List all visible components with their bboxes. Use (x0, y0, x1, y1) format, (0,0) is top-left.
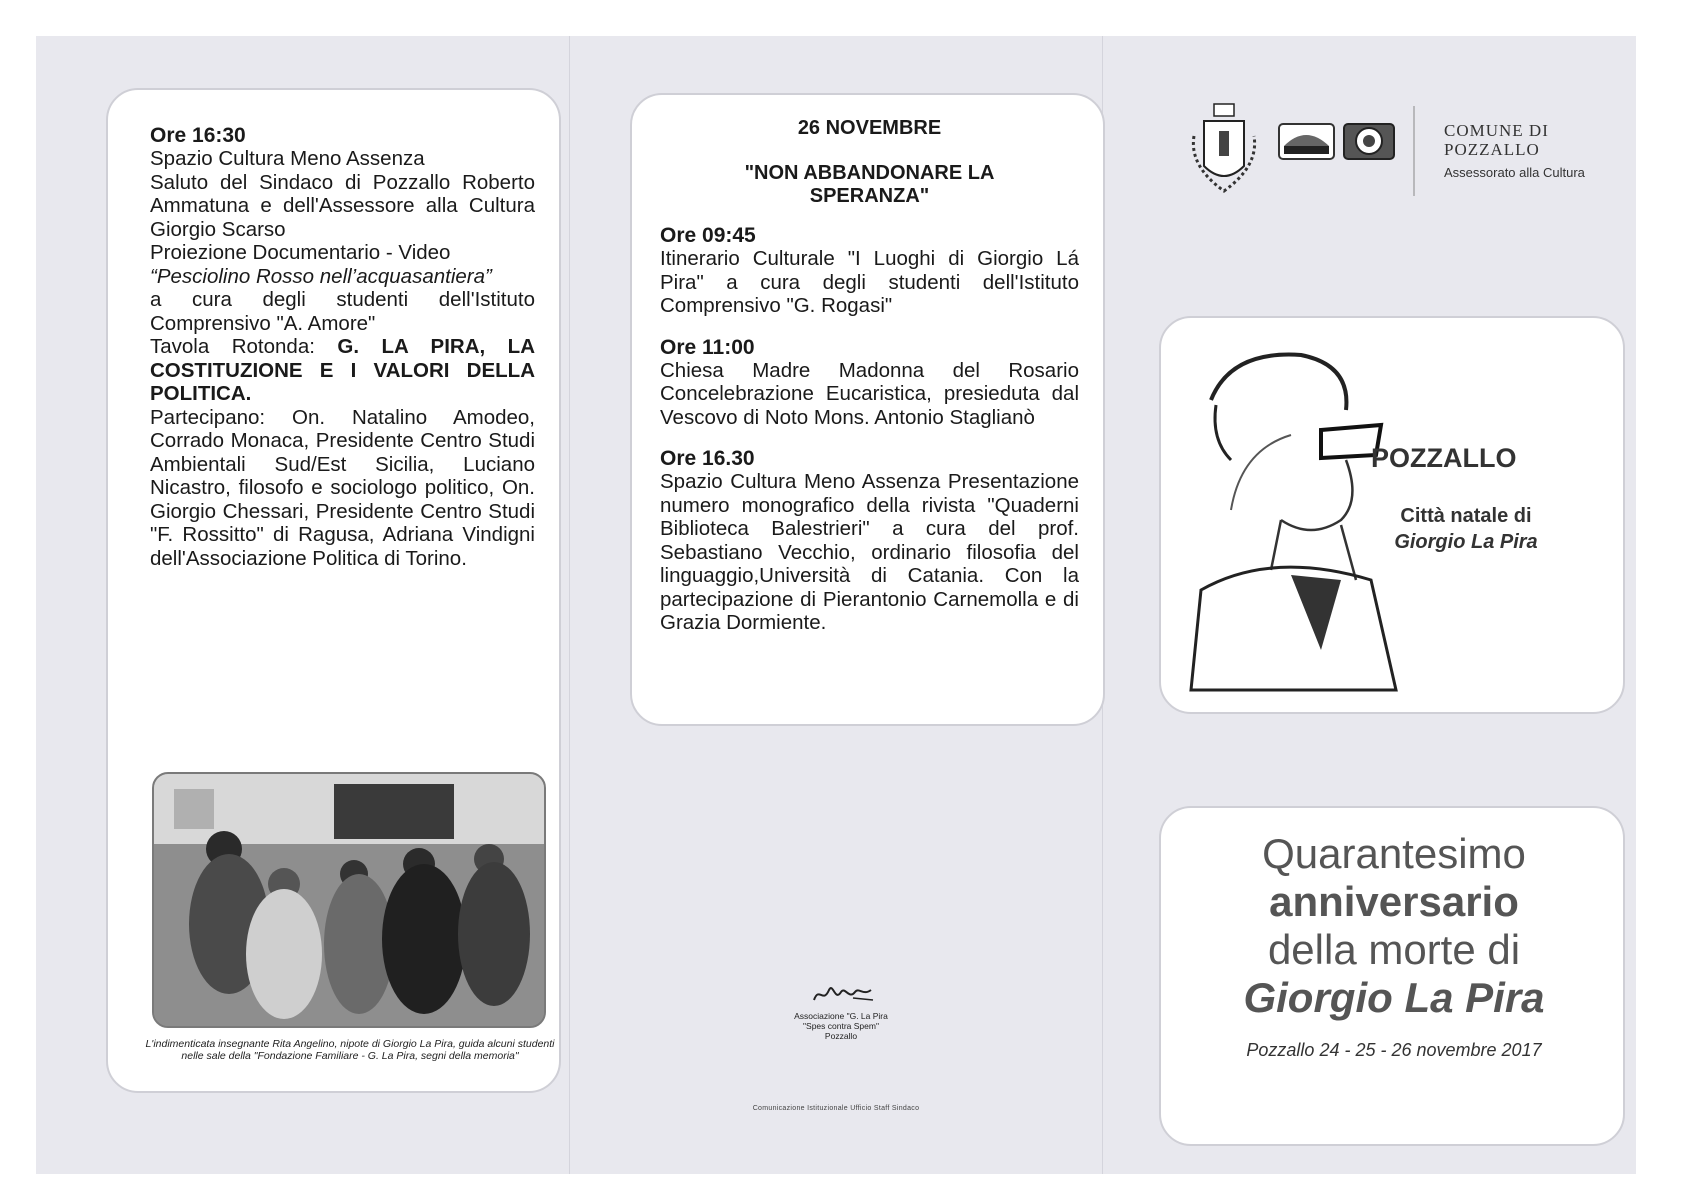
title-line-3: della morte di (1267, 926, 1521, 973)
event-dates: Pozzallo 24 - 25 - 26 novembre 2017 (1246, 1040, 1542, 1060)
title-line-2: anniversario (1269, 878, 1519, 925)
event-description: Itinerario Culturale "I Luoghi di Giorgio Lá Pira" a cura degli studenti dell'Istituto Comprensivo "G. Rogasi" (660, 247, 1079, 317)
citta-natale-label: Città natale di Giorgio La Pira (1394, 505, 1538, 553)
panel-middle-program (630, 93, 1105, 726)
footer-credit: Comunicazione Istituzionale Ufficio Staff Sindaco (752, 1105, 920, 1112)
participants: Partecipano: On. Natalino Amodeo, Corrado Monaca, Presidente Centro Studi Ambientali Sud/Est Sicilia, Luciano Nicastro, filosofo e sociologo politico, On. Giorgio Chessari, Presidente Centro Studi "F. Rossitto" di Ragusa, Adriana Vindigni dell'Associazione Politica di Torino. (150, 405, 535, 570)
film-title: “Pesciolino Rosso nell’acquasantiera” (150, 264, 492, 288)
day-heading: 26 NOVEMBRE (797, 117, 942, 139)
event-time: Ore 11:00 (660, 335, 755, 359)
time-heading: Ore 16:30 (150, 124, 246, 147)
comune-heading (1444, 121, 1585, 180)
photo-caption: L'indimenticata insegnante Rita Angelino, nipote di Giorgio La Pira, guida alcuni studenti nelle sale della "Fondazione Familiare - G. La Pira, segni della memoria" (145, 1038, 555, 1062)
historic-photo (152, 772, 546, 1028)
title-line-4: Giorgio La Pira (1243, 974, 1545, 1021)
roundtable-title: G. LA PIRA, LA COSTITUZIONE E I VALORI DELLA POLITICA. (150, 335, 536, 405)
roundtable-label: Tavola Rotonda: (150, 335, 315, 358)
motto: "NON ABBANDONARE LA SPERANZA" (744, 162, 995, 207)
panel-title (1159, 806, 1625, 1146)
film-credits: a cura degli studenti dell'Istituto Comprensivo "A. Amore" (150, 288, 535, 335)
photo-illustration (154, 774, 546, 1028)
bleed-through-text (666, 726, 1086, 916)
fold-line-left (569, 36, 570, 1174)
association-credit: Associazione "G. La Pira "Spes contra Spem" Pozzallo (794, 1011, 888, 1041)
venue-line: Spazio Cultura Meno Assenza (150, 147, 425, 170)
municipal-logos (1184, 96, 1444, 206)
panel-portrait (1159, 316, 1625, 714)
signature-mark (809, 978, 879, 1008)
blue-flag-icon (1279, 124, 1334, 159)
brochure-sheet (36, 36, 1636, 1174)
event-time: Ore 16.30 (660, 447, 755, 470)
city-title: POZZALLO (1371, 443, 1517, 473)
projection-line: Proiezione Documentario - Video (150, 241, 451, 264)
panel-left-program (106, 88, 561, 1093)
assessorato-label: Assessorato alla Cultura (1444, 165, 1585, 180)
coat-of-arms-icon (1193, 104, 1254, 191)
comune-name: POZZALLO (1444, 140, 1540, 159)
event-description: Spazio Cultura Meno Assenza Presentazione numero monografico della rivista "Quaderni Biblioteca Balestrieri" a cura del prof. Sebastiano Vecchio, ordinario filosofia del linguaggio,Università di Catania. Con la partecipazione di Pierantonio Carnemolla e di Grazia Dormiente. (660, 470, 1079, 634)
event-time: Ore 09:45 (660, 224, 756, 247)
greeting-line: Saluto del Sindaco di Pozzallo Roberto Ammatuna e dell'Assessore alla Cultura Giorgio Scarso (150, 170, 535, 241)
event-description: Chiesa Madre Madonna del Rosario Concelebrazione Eucaristica, presieduta dal Vescovo di Noto Mons. Antonio Staglianò (660, 358, 1079, 429)
award-badge-icon (1344, 124, 1394, 159)
title-line-1: Quarantesimo (1262, 830, 1526, 877)
comune-label: COMUNE DI (1444, 121, 1549, 140)
